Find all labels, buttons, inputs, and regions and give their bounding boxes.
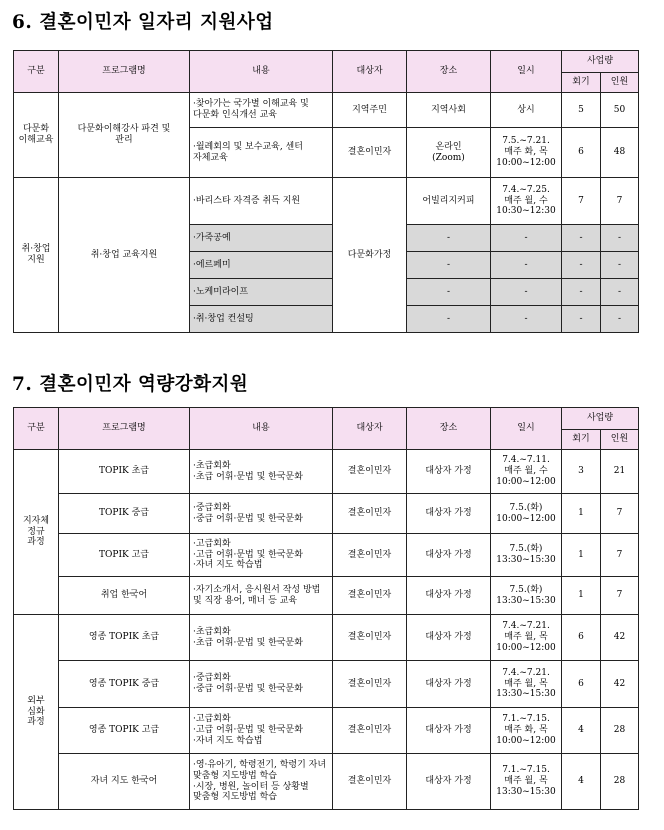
people-cell: - bbox=[601, 306, 639, 333]
program-cell: 취업 한국어 bbox=[59, 577, 190, 615]
place-cell: 대상자 가정 bbox=[407, 450, 491, 494]
target-cell: 결혼이민자 bbox=[333, 577, 407, 615]
schedule-cell: - bbox=[491, 225, 562, 252]
header-target: 대상자 bbox=[333, 408, 407, 450]
content-cell: ·고급회화 ·고급 어휘·문법 및 한국문화 ·자녀 지도 학습법 bbox=[190, 534, 333, 577]
sessions-cell: 4 bbox=[562, 708, 601, 754]
schedule-cell: - bbox=[491, 279, 562, 306]
category-cell: 외부 심화 과정 bbox=[14, 615, 59, 810]
header-people: 인원 bbox=[601, 73, 639, 93]
place-cell: 온라인 (Zoom) bbox=[407, 128, 491, 178]
target-cell: 결혼이민자 bbox=[333, 494, 407, 534]
place-cell: 대상자 가정 bbox=[407, 615, 491, 661]
schedule-cell: - bbox=[491, 306, 562, 333]
header-place: 장소 bbox=[407, 51, 491, 93]
schedule-cell: 7.4.~7.21. 매주 월, 목 10:00~12:00 bbox=[491, 615, 562, 661]
section-7-title: 7. 결혼이민자 역량강화지원 bbox=[12, 374, 249, 395]
place-cell: 대상자 가정 bbox=[407, 534, 491, 577]
program-cell: 영종 TOPIK 고급 bbox=[59, 708, 190, 754]
schedule-cell: 7.4.~7.25. 매주 월, 수 10:30~12:30 bbox=[491, 178, 562, 225]
target-cell: 결혼이민자 bbox=[333, 754, 407, 810]
schedule-cell: 7.1.~7.15. 매주 화, 목 10:00~12:00 bbox=[491, 708, 562, 754]
target-cell: 결혼이민자 bbox=[333, 534, 407, 577]
people-cell: 7 bbox=[601, 494, 639, 534]
place-cell: - bbox=[407, 225, 491, 252]
place-cell: 대상자 가정 bbox=[407, 754, 491, 810]
header-target: 대상자 bbox=[333, 51, 407, 93]
place-cell: 대상자 가정 bbox=[407, 708, 491, 754]
header-volume: 사업량 bbox=[562, 408, 639, 430]
schedule-cell: 상시 bbox=[491, 93, 562, 128]
content-cell: ·영·유아기, 학령전기, 학령기 자녀 맞춤형 지도방법 학습 ·시장, 병원, 놀이터 등 상황별 맞춤형 지도방법 학습 bbox=[190, 754, 333, 810]
schedule-cell: 7.1.~7.15. 매주 월, 목 13:30~15:30 bbox=[491, 754, 562, 810]
target-cell: 결혼이민자 bbox=[333, 450, 407, 494]
header-category: 구분 bbox=[14, 408, 59, 450]
sessions-cell: 3 bbox=[562, 450, 601, 494]
program-cell: 취·창업 교육지원 bbox=[59, 178, 190, 333]
people-cell: - bbox=[601, 225, 639, 252]
header-content: 내용 bbox=[190, 51, 333, 93]
content-cell: ·초급회화 ·초급 어휘·문법 및 한국문화 bbox=[190, 450, 333, 494]
program-cell: 다문화이해강사 파견 및 관리 bbox=[59, 93, 190, 178]
schedule-cell: 7.5.(화) 13:30~15:30 bbox=[491, 577, 562, 615]
section-6-title: 6. 결혼이민자 일자리 지원사업 bbox=[12, 12, 274, 33]
table-row bbox=[14, 93, 639, 128]
people-cell: - bbox=[601, 279, 639, 306]
target-cell: 지역주민 bbox=[333, 93, 407, 128]
table-row bbox=[14, 178, 639, 225]
sessions-cell: 5 bbox=[562, 93, 601, 128]
header-schedule: 일시 bbox=[491, 408, 562, 450]
people-cell: 7 bbox=[601, 577, 639, 615]
sessions-cell: 1 bbox=[562, 494, 601, 534]
sessions-cell: 1 bbox=[562, 577, 601, 615]
schedule-cell: 7.5.(화) 13:30~15:30 bbox=[491, 534, 562, 577]
people-cell: 21 bbox=[601, 450, 639, 494]
header-program: 프로그램명 bbox=[59, 51, 190, 93]
table-row bbox=[14, 708, 639, 754]
content-cell: ·중급회화 ·중급 어휘·문법 및 한국문화 bbox=[190, 661, 333, 708]
people-cell: - bbox=[601, 252, 639, 279]
table-row bbox=[14, 615, 639, 661]
content-cell: ·자기소개서, 응시원서 작성 방법 및 직장 용어, 매너 등 교육 bbox=[190, 577, 333, 615]
place-cell: 대상자 가정 bbox=[407, 661, 491, 708]
sessions-cell: 4 bbox=[562, 754, 601, 810]
target-cell: 결혼이민자 bbox=[333, 128, 407, 178]
content-cell: ·에르페미 bbox=[190, 252, 333, 279]
program-cell: TOPIK 고급 bbox=[59, 534, 190, 577]
content-cell: ·가죽공예 bbox=[190, 225, 333, 252]
header-people: 인원 bbox=[601, 430, 639, 450]
schedule-cell: 7.4.~7.11. 매주 월, 수 10:00~12:00 bbox=[491, 450, 562, 494]
place-cell: 지역사회 bbox=[407, 93, 491, 128]
job-support-table bbox=[13, 50, 639, 333]
header-sessions: 회기 bbox=[562, 73, 601, 93]
header-place: 장소 bbox=[407, 408, 491, 450]
sessions-cell: - bbox=[562, 252, 601, 279]
place-cell: - bbox=[407, 279, 491, 306]
target-cell: 다문화가정 bbox=[333, 178, 407, 333]
sessions-cell: 6 bbox=[562, 615, 601, 661]
header-volume: 사업량 bbox=[562, 51, 639, 73]
people-cell: 48 bbox=[601, 128, 639, 178]
sessions-cell: - bbox=[562, 279, 601, 306]
category-cell: 지자체 정규 과정 bbox=[14, 450, 59, 615]
place-cell: - bbox=[407, 252, 491, 279]
category-cell: 다문화 이해교육 bbox=[14, 93, 59, 178]
program-cell: 영종 TOPIK 중급 bbox=[59, 661, 190, 708]
header-content: 내용 bbox=[190, 408, 333, 450]
people-cell: 7 bbox=[601, 178, 639, 225]
header-schedule: 일시 bbox=[491, 51, 562, 93]
table-row bbox=[14, 577, 639, 615]
place-cell: 대상자 가정 bbox=[407, 577, 491, 615]
table-row bbox=[14, 754, 639, 810]
content-cell: ·고급회화 ·고급 어휘·문법 및 한국문화 ·자녀 지도 학습법 bbox=[190, 708, 333, 754]
place-cell: - bbox=[407, 306, 491, 333]
table-row bbox=[14, 450, 639, 494]
program-cell: TOPIK 초급 bbox=[59, 450, 190, 494]
people-cell: 42 bbox=[601, 661, 639, 708]
people-cell: 28 bbox=[601, 708, 639, 754]
sessions-cell: 7 bbox=[562, 178, 601, 225]
program-cell: 영종 TOPIK 초급 bbox=[59, 615, 190, 661]
table-row bbox=[14, 534, 639, 577]
place-cell: 대상자 가정 bbox=[407, 494, 491, 534]
content-cell: ·초급회화 ·초급 어휘·문법 및 한국문화 bbox=[190, 615, 333, 661]
header-program: 프로그램명 bbox=[59, 408, 190, 450]
table-row bbox=[14, 661, 639, 708]
content-cell: ·월례회의 및 보수교육, 센터 자체교육 bbox=[190, 128, 333, 178]
schedule-cell: - bbox=[491, 252, 562, 279]
category-cell: 취·창업 지원 bbox=[14, 178, 59, 333]
target-cell: 결혼이민자 bbox=[333, 661, 407, 708]
sessions-cell: 6 bbox=[562, 128, 601, 178]
target-cell: 결혼이민자 bbox=[333, 615, 407, 661]
content-cell: ·찾아가는 국가별 이해교육 및 다문화 인식개선 교육 bbox=[190, 93, 333, 128]
sessions-cell: 6 bbox=[562, 661, 601, 708]
capacity-building-table bbox=[13, 407, 639, 810]
content-cell: ·취·창업 컨설팅 bbox=[190, 306, 333, 333]
content-cell: ·노케미라이프 bbox=[190, 279, 333, 306]
people-cell: 50 bbox=[601, 93, 639, 128]
schedule-cell: 7.5.(화) 10:00~12:00 bbox=[491, 494, 562, 534]
people-cell: 42 bbox=[601, 615, 639, 661]
content-cell: ·바리스타 자격증 취득 지원 bbox=[190, 178, 333, 225]
program-cell: 자녀 지도 한국어 bbox=[59, 754, 190, 810]
table-row bbox=[14, 494, 639, 534]
place-cell: 어빌리지커피 bbox=[407, 178, 491, 225]
sessions-cell: - bbox=[562, 225, 601, 252]
people-cell: 28 bbox=[601, 754, 639, 810]
header-sessions: 회기 bbox=[562, 430, 601, 450]
sessions-cell: 1 bbox=[562, 534, 601, 577]
header-category: 구분 bbox=[14, 51, 59, 93]
sessions-cell: - bbox=[562, 306, 601, 333]
target-cell: 결혼이민자 bbox=[333, 708, 407, 754]
schedule-cell: 7.4.~7.21. 매주 월, 목 13:30~15:30 bbox=[491, 661, 562, 708]
program-cell: TOPIK 중급 bbox=[59, 494, 190, 534]
schedule-cell: 7.5.~7.21. 매주 화, 목 10:00~12:00 bbox=[491, 128, 562, 178]
content-cell: ·중급회화 ·중급 어휘·문법 및 한국문화 bbox=[190, 494, 333, 534]
people-cell: 7 bbox=[601, 534, 639, 577]
